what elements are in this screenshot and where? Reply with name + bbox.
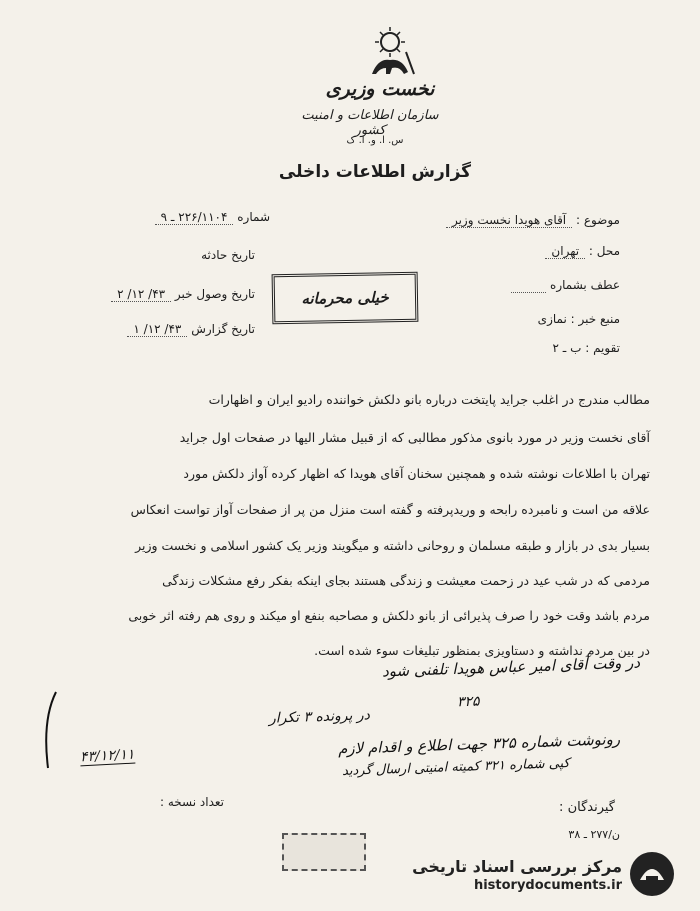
subject-label: موضوع bbox=[583, 213, 620, 227]
source-label: منبع خبر bbox=[578, 312, 620, 326]
classification-stamp: خیلی محرمانه bbox=[272, 272, 419, 325]
body-line: تهران با اطلاعات نوشته شده و همچنین سخنان آقای هویدا که اظهار کرده آواز دلکش مورد bbox=[183, 466, 650, 481]
body-line: مردمی که در شب عید در زحمت معیشت و زندگی هستند بجای اینکه بفکر رفع مشکلات زندگی bbox=[162, 573, 650, 588]
calendar-value: ب ـ ۲ bbox=[552, 341, 582, 355]
reference-value bbox=[511, 278, 546, 293]
body-line: آقای نخست وزیر در مورد بانوی مذکور مطالبی که از قبیل مشار الیها در صفحات اول جراید bbox=[179, 430, 650, 445]
received-date-field bbox=[111, 287, 255, 301]
archive-name: مرکز بررسی اسناد تاریخی bbox=[412, 857, 622, 876]
handwritten-note: رونوشت شماره ۳۲۵ جهت اطلاع و اقدام لازم bbox=[337, 730, 621, 758]
archive-logo-icon bbox=[628, 850, 676, 898]
faded-stamp bbox=[282, 833, 366, 871]
place-label: محل bbox=[596, 244, 620, 258]
handwritten-note: کپی شماره ۳۲۱ کمیته امنیتی ارسال گردید bbox=[342, 756, 571, 779]
received-date-value: ۴۳/ ۱۲/ ۲ bbox=[111, 287, 171, 302]
report-date-value: ۴۳/ ۱۲/ ۱ bbox=[127, 322, 187, 337]
handwritten-note: در وقت آقای امیر عباس هویدا تلفنی شود bbox=[381, 653, 641, 681]
handwritten-note: ۳۲۵ bbox=[457, 693, 481, 711]
handwritten-bracket-icon bbox=[40, 690, 60, 770]
calendar-label: تقویم bbox=[593, 341, 620, 355]
report-date-label: تاریخ گزارش bbox=[191, 322, 255, 336]
subject-field: موضوع : آقای هویدا نخست وزیر bbox=[446, 213, 620, 227]
body-line: مردم باشد وقت خود را صرف پذیرائی از بانو دلکش و مصاحبه بنفع او میکند و روی هم رفته اثر خوبی bbox=[128, 608, 650, 623]
lion-and-sun-emblem-icon bbox=[360, 22, 420, 82]
body-line: بسیار بدی در بازار و طبقه مسلمان و روحانی داشته و میگویند وزیر یک کشور اسلامی و نخست وزیر bbox=[135, 538, 650, 553]
calendar-field: تقویم : ب ـ ۲ bbox=[552, 341, 620, 355]
organization-name: سازمان اطلاعات و امنیت کشور bbox=[301, 108, 439, 138]
archive-url[interactable]: historydocuments.ir bbox=[473, 878, 622, 893]
organization-code: س. ا. و. ا. ک bbox=[346, 135, 404, 146]
place-value: تهران bbox=[545, 244, 585, 259]
received-date-label: تاریخ وصول خبر bbox=[174, 287, 255, 301]
number-label: شماره bbox=[237, 210, 270, 224]
incident-date-field bbox=[201, 248, 255, 262]
number-field bbox=[155, 210, 270, 224]
body-line: در بین مردم نداشته و دستاویزی بمنظور تبلیغات سوء شده است. bbox=[314, 643, 650, 658]
report-title: گزارش اطلاعات داخلی bbox=[278, 162, 472, 182]
number-value: ۲۲۶/۱۱۰۴ ـ ۹ bbox=[155, 210, 234, 225]
subject-value: آقای هویدا نخست وزیر bbox=[446, 213, 572, 228]
body-line: مطالب مندرج در اغلب جراید پایتخت درباره بانو دلکش خواننده رادیو ایران و اظهارات bbox=[208, 392, 650, 407]
handwritten-note: در پرونده ۳ تکرار bbox=[268, 707, 371, 727]
recipients-field: گیرندگان : bbox=[559, 800, 615, 815]
place-field: محل : تهران bbox=[545, 244, 620, 258]
recipients-label: گیرندگان bbox=[567, 800, 615, 815]
ministry-title: نخست وزیری bbox=[325, 78, 435, 100]
handwritten-date: ۴۳/۱۲/۱۱ bbox=[79, 746, 135, 766]
source-value: نمازی bbox=[537, 312, 567, 326]
report-date-field bbox=[127, 322, 255, 336]
reference-label: عطف بشماره bbox=[550, 278, 620, 292]
copies-field: تعداد نسخه : bbox=[160, 795, 225, 809]
reference-number: ن/۲۷۷ ـ ۳۸ bbox=[568, 828, 620, 841]
copies-label: تعداد نسخه bbox=[167, 795, 225, 809]
reference-field bbox=[511, 278, 620, 292]
source-field: منبع خبر : نمازی bbox=[537, 312, 620, 326]
body-line: علاقه من است و نامبرده رابحه و وریدپرفته و گفته است منزل من پر از صفحات آواز تواست انعکاس bbox=[130, 502, 650, 517]
incident-date-label: تاریخ حادثه bbox=[201, 248, 255, 262]
